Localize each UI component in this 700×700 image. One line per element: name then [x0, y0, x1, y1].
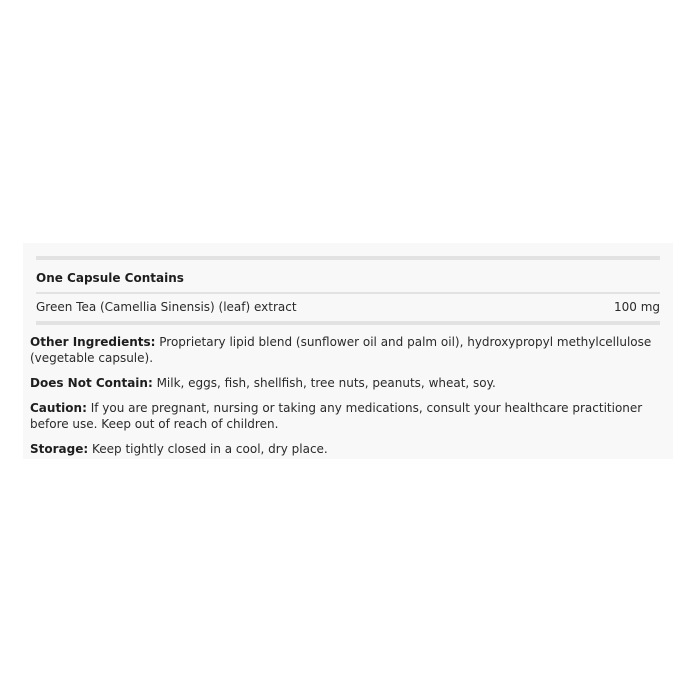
- caution-text: If you are pregnant, nursing or taking any medications, consult your healthcare practitioner before use. Keep out of reach of children.: [30, 401, 643, 431]
- storage-note: [30, 441, 660, 457]
- storage-text: Keep tightly closed in a cool, dry place.: [88, 442, 328, 456]
- ingredient-name: Green Tea (Camellia Sinensis) (leaf) extract: [36, 300, 297, 314]
- other-ingredients-text: Proprietary lipid blend (sunflower oil and palm oil), hydroxypropyl methylcellulose (vegetable capsule).: [30, 335, 652, 365]
- supplement-facts-panel: [23, 243, 673, 459]
- does-not-contain-note: [30, 375, 660, 391]
- bottom-divider: [36, 321, 660, 325]
- other-ingredients-note: [30, 334, 660, 366]
- storage-label: Storage:: [30, 442, 89, 456]
- label-notes: [30, 334, 660, 457]
- does-not-contain-label: Does Not Contain:: [30, 376, 153, 390]
- ingredient-amount: 100 mg: [613, 300, 660, 314]
- serving-header: One Capsule Contains: [36, 271, 184, 285]
- caution-label: Caution:: [30, 401, 87, 415]
- does-not-contain-text: Milk, eggs, fish, shellfish, tree nuts, peanuts, wheat, soy.: [152, 376, 496, 390]
- ingredient-row: [36, 294, 660, 321]
- other-ingredients-label: Other Ingredients:: [30, 335, 156, 349]
- caution-note: [30, 400, 660, 432]
